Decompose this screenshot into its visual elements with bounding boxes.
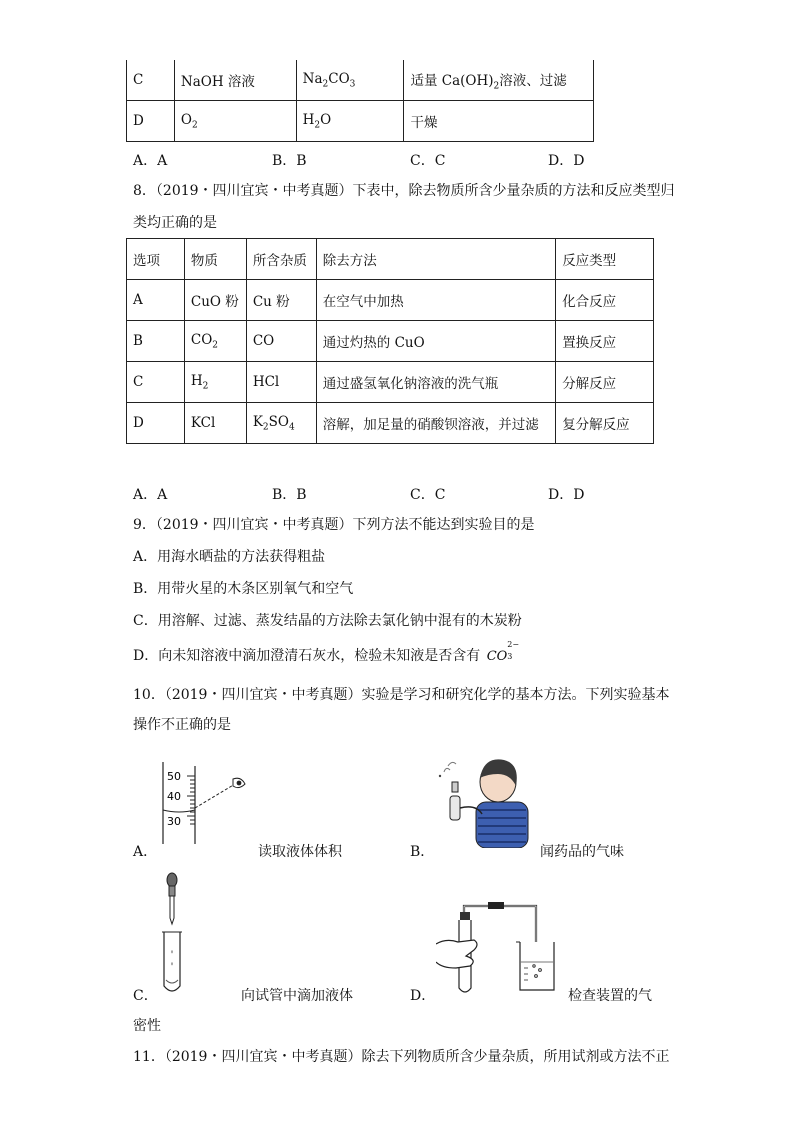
q9-option-b[interactable]: B．用带火星的木条区别氧气和空气 [133,581,354,597]
q7-table [126,60,594,142]
cell-option: D [127,101,175,142]
option-c[interactable]: C．C [410,487,446,503]
cell-substance: CuO 粉 [184,280,246,321]
q10-option-c-text: 向试管中滴加液体 [241,988,353,1004]
q10-option-d-text-cont: 密性 [133,1018,161,1034]
cell-method: 干燥 [404,101,594,142]
q9-option-c[interactable]: C．用溶解、过滤、蒸发结晶的方法除去氯化钠中混有的木炭粉 [133,613,522,629]
cell-type: 化合反应 [556,280,654,321]
q9-option-d[interactable] [133,640,520,665]
option-c[interactable]: C．C [410,153,446,169]
cell-impurity: CO [246,321,316,362]
header-method: 除去方法 [316,239,555,280]
scale-label-40: 40 [167,790,181,803]
q8-stem-line1: 8．（2019・四川宜宾・中考真题）下表中，除去物质所含少量杂质的方法和反应类型归 [133,183,675,199]
option-b[interactable]: B．B [272,487,307,503]
cell-option: A [127,280,185,321]
carbonate-ion: CO 2− 3 [486,640,520,664]
q8-stem-line2: 类均正确的是 [133,215,217,231]
q10-option-a-label[interactable]: A． [133,844,158,860]
cell-impurity: $Na_2CO_3$ [296,60,404,101]
option-a[interactable]: A．A [133,153,168,169]
cell-impurity: Cu 粉 [246,280,316,321]
cell-impurity: $K_2SO_4$ [246,403,316,444]
cell-method: 溶解，加足量的硝酸钡溶液，并过滤 [316,403,555,444]
header-type: 反应类型 [556,239,654,280]
cell-substance: KCl [184,403,246,444]
cell-substance: $O_2$ [174,101,296,142]
table-row [127,101,594,142]
option-a[interactable]: A．A [133,487,168,503]
cell-option: C [127,362,185,403]
scale-label-30: 30 [167,815,181,828]
dropper-test-tube-image [158,872,188,996]
q10-stem-line1: 10．（2019・四川宜宾・中考真题）实验是学习和研究化学的基本方法。下列实验基本 [133,687,670,703]
q8-table [126,238,654,444]
table-row [127,60,594,101]
table-row [127,403,654,444]
q9-stem: 9．（2019・四川宜宾・中考真题）下列方法不能达到实验目的是 [133,517,535,533]
cell-substance: $H_2$ [184,362,246,403]
table-row [127,362,654,403]
q10-option-d-label[interactable]: D． [410,988,436,1004]
cell-method: 在空气中加热 [316,280,555,321]
cell-type: 分解反应 [556,362,654,403]
table-header-row [127,239,654,280]
q10-option-b-label[interactable]: B． [410,844,435,860]
option-d[interactable]: D．D [548,487,585,503]
q10-option-c-label[interactable]: C． [133,988,158,1004]
q10-option-a-text: 读取液体体积 [258,844,342,860]
cell-method: 适量 $Ca(OH)_2$溶液、过滤 [404,60,594,101]
header-impurity: 所含杂质 [246,239,316,280]
cell-method: 通过盛氢氧化钠溶液的洗气瓶 [316,362,555,403]
header-substance: 物质 [184,239,246,280]
q9-option-a[interactable]: A．用海水晒盐的方法获得粗盐 [133,549,326,565]
scale-label-50: 50 [167,770,181,783]
q10-stem-line2: 操作不正确的是 [133,717,231,733]
cell-type: 复分解反应 [556,403,654,444]
option-b[interactable]: B．B [272,153,307,169]
cell-impurity: HCl [246,362,316,403]
option-d[interactable]: D．D [548,153,585,169]
q10-option-d-text: 检查装置的气 [568,988,652,1004]
smelling-person-image [436,752,534,848]
cell-substance: NaOH 溶液 [174,60,296,101]
cell-type: 置换反应 [556,321,654,362]
graduated-cylinder-image [155,762,255,844]
airtightness-apparatus-image [436,902,566,996]
cell-option: C [127,60,175,101]
q10-option-b-text: 闻药品的气味 [540,844,624,860]
cell-method: 通过灼热的 CuO [316,321,555,362]
q11-stem: 11．（2019・四川宜宾・中考真题）除去下列物质所含少量杂质，所用试剂或方法不正 [133,1049,670,1065]
cell-option: B [127,321,185,362]
header-option: 选项 [127,239,185,280]
cell-substance: $CO_2$ [184,321,246,362]
table-row [127,321,654,362]
cell-impurity: $H_2O$ [296,101,404,142]
cell-option: D [127,403,185,444]
table-row [127,280,654,321]
q9-option-d-text: D．向未知溶液中滴加澄清石灰水，检验未知液是否含有 [133,648,481,664]
